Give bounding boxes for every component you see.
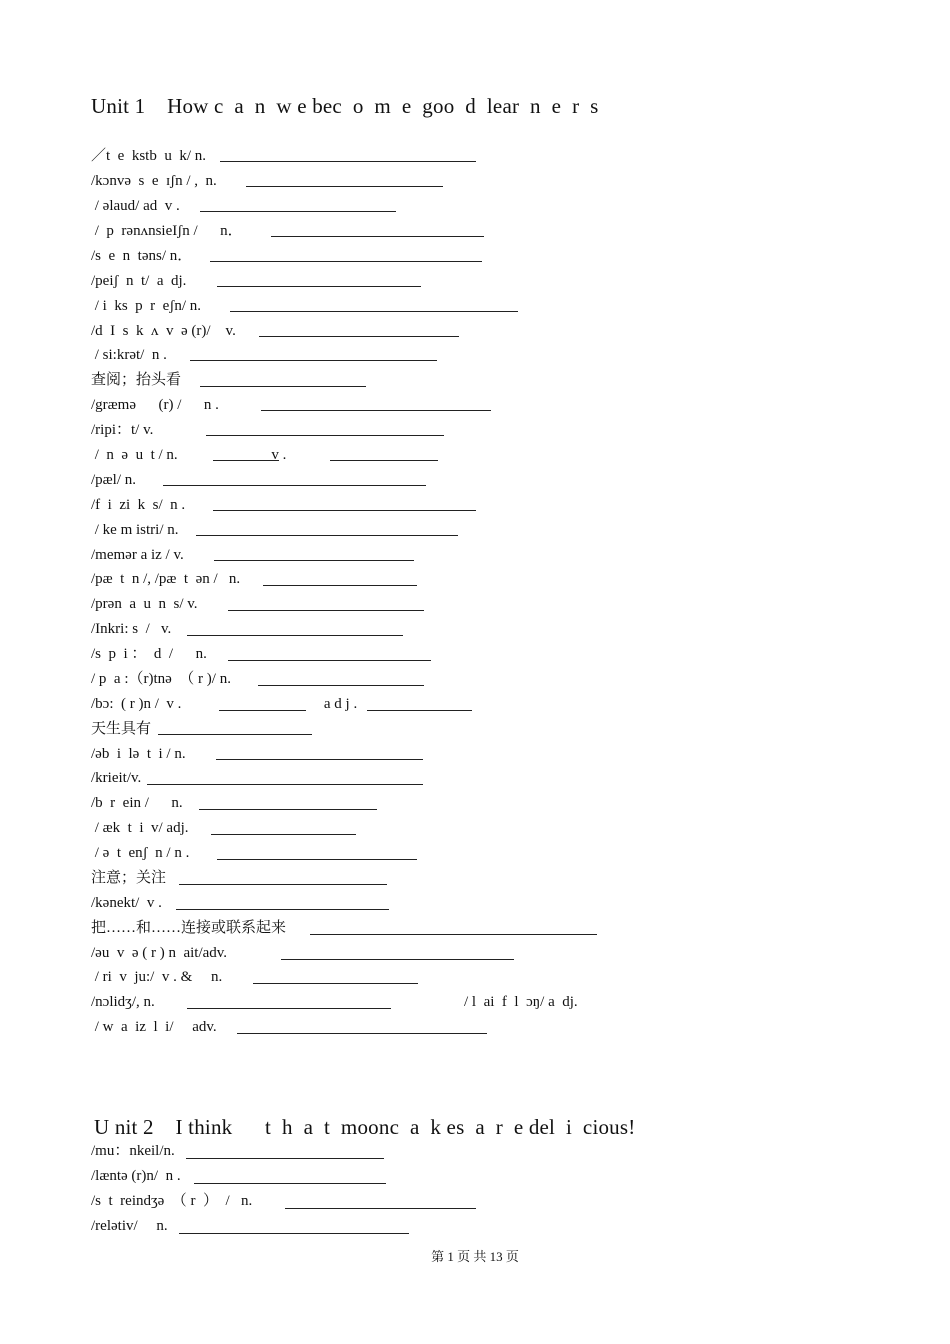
vocab-line: /peiʃ n t/ a dj.: [91, 273, 187, 289]
answer-blank[interactable]: [211, 834, 356, 835]
vocab-line: / əlaud/ ad v .: [91, 198, 180, 214]
answer-blank[interactable]: [263, 585, 417, 586]
answer-blank[interactable]: [213, 510, 476, 511]
vocab-line: /relətiv/ n.: [91, 1218, 168, 1234]
answer-blank[interactable]: [310, 934, 597, 935]
answer-blank[interactable]: [187, 635, 403, 636]
vocab-line: / n ə u t / n. v .: [91, 447, 287, 463]
vocab-line: /nɔlidʒ/, n.: [91, 994, 155, 1010]
answer-blank[interactable]: [214, 560, 414, 561]
answer-blank[interactable]: [258, 685, 424, 686]
unit2-title: U nit 2 I think t h a t moonc a k es a r e del i cious!: [94, 1115, 636, 1139]
answer-blank[interactable]: [199, 809, 377, 810]
answer-blank[interactable]: [285, 1208, 476, 1209]
answer-blank[interactable]: [163, 485, 426, 486]
vocab-line: /pæl/ n.: [91, 472, 137, 488]
vocab-line: / ə t enʃ n / n .: [91, 845, 190, 861]
answer-blank[interactable]: [367, 710, 472, 711]
answer-blank[interactable]: [179, 884, 387, 885]
answer-blank[interactable]: [237, 1033, 487, 1034]
answer-blank[interactable]: [196, 535, 458, 536]
answer-blank[interactable]: [253, 983, 418, 984]
answer-blank[interactable]: [158, 734, 312, 735]
vocab-line: /d I s k ʌ v ə (r)/ v.: [91, 323, 236, 339]
vocab-line: 查阅；抬头看: [91, 372, 182, 388]
vocab-line: /bɔ: ( r )n / v . a d j .: [91, 696, 358, 712]
vocab-line: /s e n təns/ n．: [91, 248, 193, 264]
vocab-line: /krieit/v.: [91, 770, 142, 786]
vocab-line: / w a iz l i/ adv.: [91, 1019, 217, 1035]
vocab-line: /Inkri: s / v.: [91, 621, 172, 637]
answer-blank[interactable]: [330, 460, 438, 461]
vocab-line: / p rənʌnsieIʃn / n．: [91, 223, 243, 239]
vocab-line: /s t reindʒə （ r ） / n.: [91, 1193, 253, 1209]
answer-blank[interactable]: [206, 435, 444, 436]
vocab-line: /ripi：t/ v.: [91, 422, 154, 438]
answer-blank[interactable]: [186, 1158, 384, 1159]
answer-blank[interactable]: [281, 959, 514, 960]
answer-blank[interactable]: [187, 1008, 391, 1009]
vocab-line-aside: / l ai f l ɔŋ/ a dj.: [464, 994, 578, 1010]
vocab-line: /f i zi k s/ n .: [91, 497, 186, 513]
answer-blank[interactable]: [179, 1233, 409, 1234]
vocab-line: / æk t i v/ adj.: [91, 820, 189, 836]
vocab-line: /læntə (r)n/ n .: [91, 1168, 181, 1184]
vocab-line: / i ks p r eʃn/ n.: [91, 298, 201, 314]
answer-blank[interactable]: [261, 410, 491, 411]
vocab-line: /s p i ： d / n.: [91, 646, 207, 662]
vocab-line: /əb i lə t i / n.: [91, 746, 186, 762]
answer-blank[interactable]: [210, 261, 482, 262]
vocab-line: /pæ t n /, /pæ t ən / n.: [91, 571, 241, 587]
vocab-line: /kənekt/ v .: [91, 895, 162, 911]
answer-blank[interactable]: [213, 460, 279, 461]
unit1-title: Unit 1 How c a n w e bec o m e goo d lear n e r s: [91, 94, 599, 118]
answer-blank[interactable]: [200, 211, 396, 212]
page-footer: 第 1 页 共 13 页: [431, 1249, 519, 1264]
vocab-line: / ke m istri/ n.: [91, 522, 179, 538]
answer-blank[interactable]: [217, 859, 417, 860]
vocab-line: / p a :（r)tnə （ r )/ n.: [91, 671, 231, 687]
answer-blank[interactable]: [216, 759, 423, 760]
vocab-line: ／t e kstb u k/ n.: [91, 148, 206, 164]
answer-blank[interactable]: [176, 909, 389, 910]
answer-blank[interactable]: [271, 236, 484, 237]
vocab-line: 天生具有: [91, 721, 152, 737]
answer-blank[interactable]: [147, 784, 423, 785]
answer-blank[interactable]: [219, 710, 306, 711]
vocab-line: /b r ein / n.: [91, 795, 183, 811]
answer-blank[interactable]: [220, 161, 476, 162]
answer-blank[interactable]: [230, 311, 518, 312]
answer-blank[interactable]: [228, 660, 431, 661]
answer-blank[interactable]: [217, 286, 421, 287]
answer-blank[interactable]: [228, 610, 424, 611]
answer-blank[interactable]: [259, 336, 459, 337]
vocab-line: / ri v ju:/ v . & n.: [91, 969, 223, 985]
vocab-line: / si:krət/ n .: [91, 347, 167, 363]
vocab-line: 把……和……连接或联系起来: [91, 920, 287, 936]
vocab-line: /memər a iz / v.: [91, 547, 184, 563]
answer-blank[interactable]: [246, 186, 443, 187]
vocab-line: /mu：nkeil/n.: [91, 1143, 175, 1159]
answer-blank[interactable]: [200, 386, 366, 387]
vocab-line: /prən a u n s/ v.: [91, 596, 198, 612]
vocab-line: /kɔnvə s e ɪʃn / , n.: [91, 173, 217, 189]
answer-blank[interactable]: [194, 1183, 386, 1184]
vocab-line: /əu v ə ( r ) n ait/adv.: [91, 945, 228, 961]
vocab-line: /grӕmə (r) / n .: [91, 397, 219, 413]
vocab-line: 注意；关注: [91, 870, 167, 886]
answer-blank[interactable]: [190, 360, 437, 361]
